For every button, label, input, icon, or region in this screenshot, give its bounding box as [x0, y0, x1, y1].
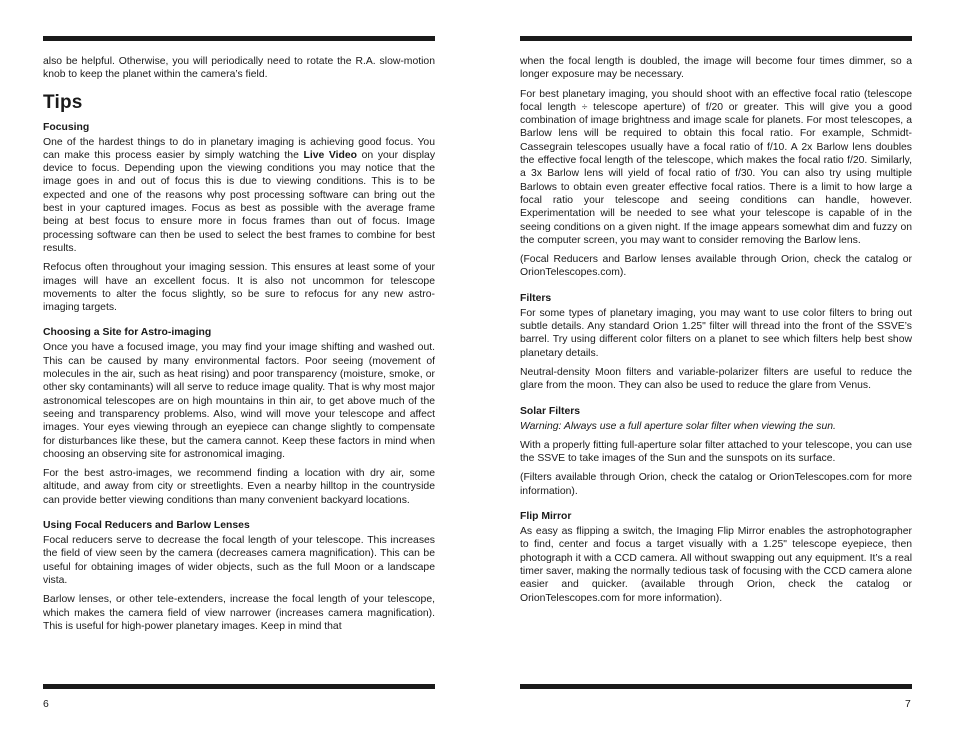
- section-heading-site: Choosing a Site for Astro-imaging: [43, 327, 212, 339]
- section-heading-flip-mirror: Flip Mirror: [520, 511, 572, 523]
- reducers-paragraph-2: Barlow lenses, or other tele-extenders, increase the focal length of your telescope, which makes the camera field of view narrower (increases camera magnification). This is useful for high-power planetary images. Keep in mind that: [43, 594, 435, 632]
- filters-paragraph-1: For some types of planetary imaging, you may want to use color filters to bring out subtle details. Any standard Orion 1.25" filter will thread into the front of the SSVE’s barrel. Try using different color filters on a planet to see which filters help best show planetary details.: [520, 307, 912, 359]
- section-heading-reducers: Using Focal Reducers and Barlow Lenses: [43, 520, 250, 532]
- right-page: [520, 0, 912, 738]
- reducers-paragraph-1: Focal reducers serve to decrease the focal length of your telescope. This increases the field of view seen by the camera (decreases camera magnification). This can be useful for obtaining images of wider objects, such as the full Moon or a landscape vista.: [43, 535, 435, 586]
- bottom-rule: [520, 684, 912, 689]
- page-number-right: 7: [905, 699, 911, 710]
- continued-paragraph: when the focal length is doubled, the image will become four times dimmer, so a longer exposure may be necessary.: [520, 56, 912, 81]
- bottom-rule: [43, 684, 435, 689]
- flip-mirror-paragraph: As easy as flipping a switch, the Imaging Flip Mirror enables the astrophotographer to find, center and focus a target visually with a 1.25" telescope eyepiece, then photograph it with a CCD camera. All without swapping out any equipment. It’s a real timer saver, making the normally tedious task of focusing with the CCD camera alone easier and quicker. (available through Orion, check the catalog or OrionTelescopes.com for more information).: [520, 526, 912, 604]
- text-run: One of the hardest things to do in planetary imaging is achieving good focus. You can make this process easier by simply watching the: [43, 136, 435, 161]
- availability-paragraph: (Focal Reducers and Barlow lenses available through Orion, check the catalog or OrionTelescopes.com).: [520, 254, 912, 279]
- focusing-paragraph-2: Refocus often throughout your imaging session. This ensures at least some of your images will have an excellent focus. It is also not uncommon for telescope movements to alter the focus slightly, so be sure to refocus for any new astro-imaging targets.: [43, 262, 435, 314]
- left-page: [43, 0, 435, 738]
- left-page-content: [43, 55, 435, 639]
- filters-paragraph-2: Neutral-density Moon filters and variable-polarizer filters are useful to reduce the glare from the moon. They can also be used to reduce the glare from Venus.: [520, 366, 912, 392]
- text-run: on your display device to focus. Depending upon the viewing conditions you may notice that the image goes in and out of focus this is due to viewing conditions. This is to be expected and one of the reasons why post processing software can bring out the best in your captured images. Focus as best as possible with the average frame being at best focus to ensure more in focus frames than out of focus. Image processing software can then be used to select the best frames to combine for best results.: [43, 149, 436, 254]
- page-title: Tips: [43, 91, 83, 113]
- live-video-term: Live Video: [303, 149, 358, 161]
- solar-warning: Warning: Always use a full aperture solar filter when viewing the sun.: [520, 420, 836, 432]
- top-rule: [520, 36, 912, 41]
- focal-ratio-paragraph: For best planetary imaging, you should shoot with an effective focal ratio (telescope focal length ÷ telescope aperture) of f/20 or greater. This will give you a good combination of image brightness and image scale for planets. For most telescopes, a Barlow lens will be required to obtain this focal ratio. For example, Schmidt-Cassegrain telescopes usually have a focal ratio of f/10. A 2x Barlow lens doubles the effective focal length of the telescope, which makes the focal ratio f/20. Similarly, a 3x Barlow lens will yield of focal ratio of f/30. You can also try using multiple Barlows to obtain even greater effective focal ratios. There is a limit to how large a focal ratio your telescope and seeing conditions can handle, however. Experimentation will be needed to see what your telescope is capable of in the seeing conditions on a given night. If the image appears somewhat dim and fuzzy on the computer screen, you may want to consider removing the Barlow lens.: [520, 88, 912, 246]
- site-paragraph-1: Once you have a focused image, you may find your image shifting and washed out. This can be caused by many environmental factors. Poor seeing (movement of molecules in the air, such as heat rising) and poor transparency (moisture, smoke, or other sky contaminants) will all serve to reduce image quality. That is why most major astronomical telescopes are on high mountains in thin air, to get above much of the seeing and transparency problems. Also, wind will move your telescope and affect images. Your eyes viewing through an eyepiece can change slightly to compensate for disturbances like these, but the camera cannot. Keep these factors in mind when choosing an observing site for astronomical imaging.: [43, 342, 435, 460]
- section-heading-focusing: Focusing: [43, 121, 90, 133]
- right-page-content: [520, 55, 912, 611]
- continued-paragraph: also be helpful. Otherwise, you will periodically need to rotate the R.A. slow-motion knob to keep the planet within the camera’s field.: [43, 56, 435, 81]
- focusing-paragraph-1: [43, 136, 435, 256]
- site-paragraph-2: For the best astro-images, we recommend finding a location with dry air, some altitude, and away from city or streetlights. Even a nearby hilltop in the countryside can provide better viewing conditions than many convenient backyard locations.: [43, 468, 435, 506]
- section-heading-filters: Filters: [520, 292, 552, 304]
- solar-paragraph-2: (Filters available through Orion, check the catalog or OrionTelescopes.com for more information).: [520, 472, 912, 497]
- solar-paragraph-1: With a properly fitting full-aperture solar filter attached to your telescope, you can use the SSVE to take images of the Sun and the sunspots on its surface.: [520, 439, 912, 465]
- top-rule: [43, 36, 435, 41]
- section-heading-solar: Solar Filters: [520, 405, 581, 417]
- page-number-left: 6: [43, 699, 49, 710]
